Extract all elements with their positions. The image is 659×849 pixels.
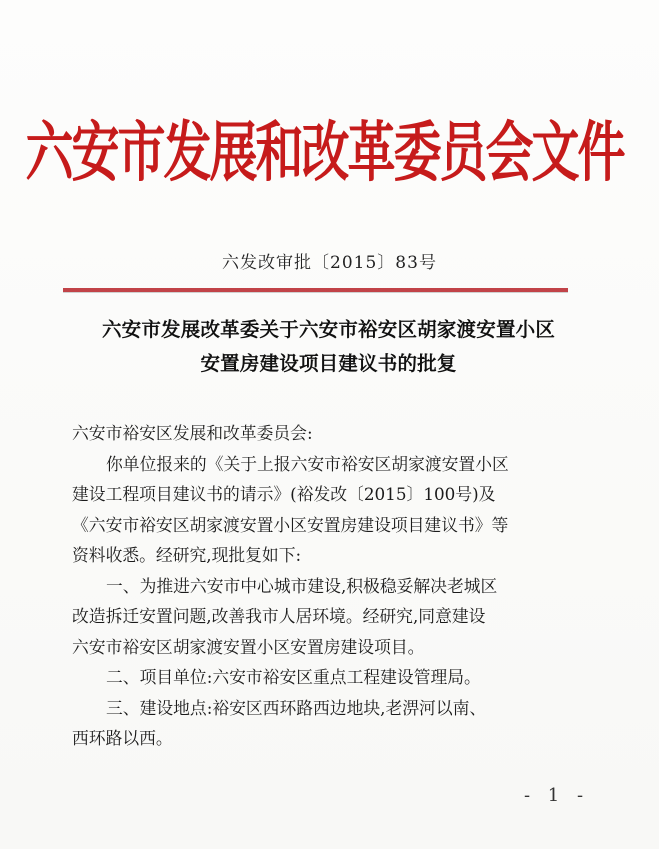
body-line: 一、为推进六安市中心城市建设,积极稳妥解决老城区	[106, 575, 498, 596]
body-line: 改造拆迁安置问题,改善我市人居环境。经研究,同意建设	[72, 606, 486, 626]
recipient-line: 六安市裕安区发展和改革委员会:	[72, 423, 313, 443]
body-line: 资料收悉。经研究,现批复如下:	[72, 545, 302, 565]
body-line: 你单位报来的《关于上报六安市裕安区胡家渡安置小区	[106, 453, 509, 474]
body-line: 六安市裕安区胡家渡安置小区安置房建设项目。	[72, 636, 425, 657]
body-line: 三、建设地点:裕安区西环路西边地块,老淠河以南、	[106, 697, 487, 718]
document-body	[72, 418, 588, 754]
body-line: 西环路以西。	[72, 728, 173, 748]
document-title-line-1: 六安市发展改革委关于六安市裕安区胡家渡安置小区	[101, 318, 556, 341]
document-number: 六发改审批〔2015〕83号	[222, 253, 437, 273]
body-line: 二、项目单位:六安市裕安区重点工程建设管理局。	[106, 667, 481, 687]
body-line: 《六安市裕安区胡家渡安置小区安置房建设项目建议书》等	[72, 514, 509, 535]
body-line: 建设工程项目建议书的请示》(裕发改〔2015〕100号)及	[72, 484, 496, 504]
document-title-line-2: 安置房建设项目建议书的批复	[200, 352, 457, 375]
red-separator-line	[63, 288, 568, 293]
page-number: - 1 -	[524, 785, 590, 806]
document-title	[56, 313, 601, 381]
issuing-authority-header: 六安市发展和改革委员会文件	[25, 114, 624, 190]
